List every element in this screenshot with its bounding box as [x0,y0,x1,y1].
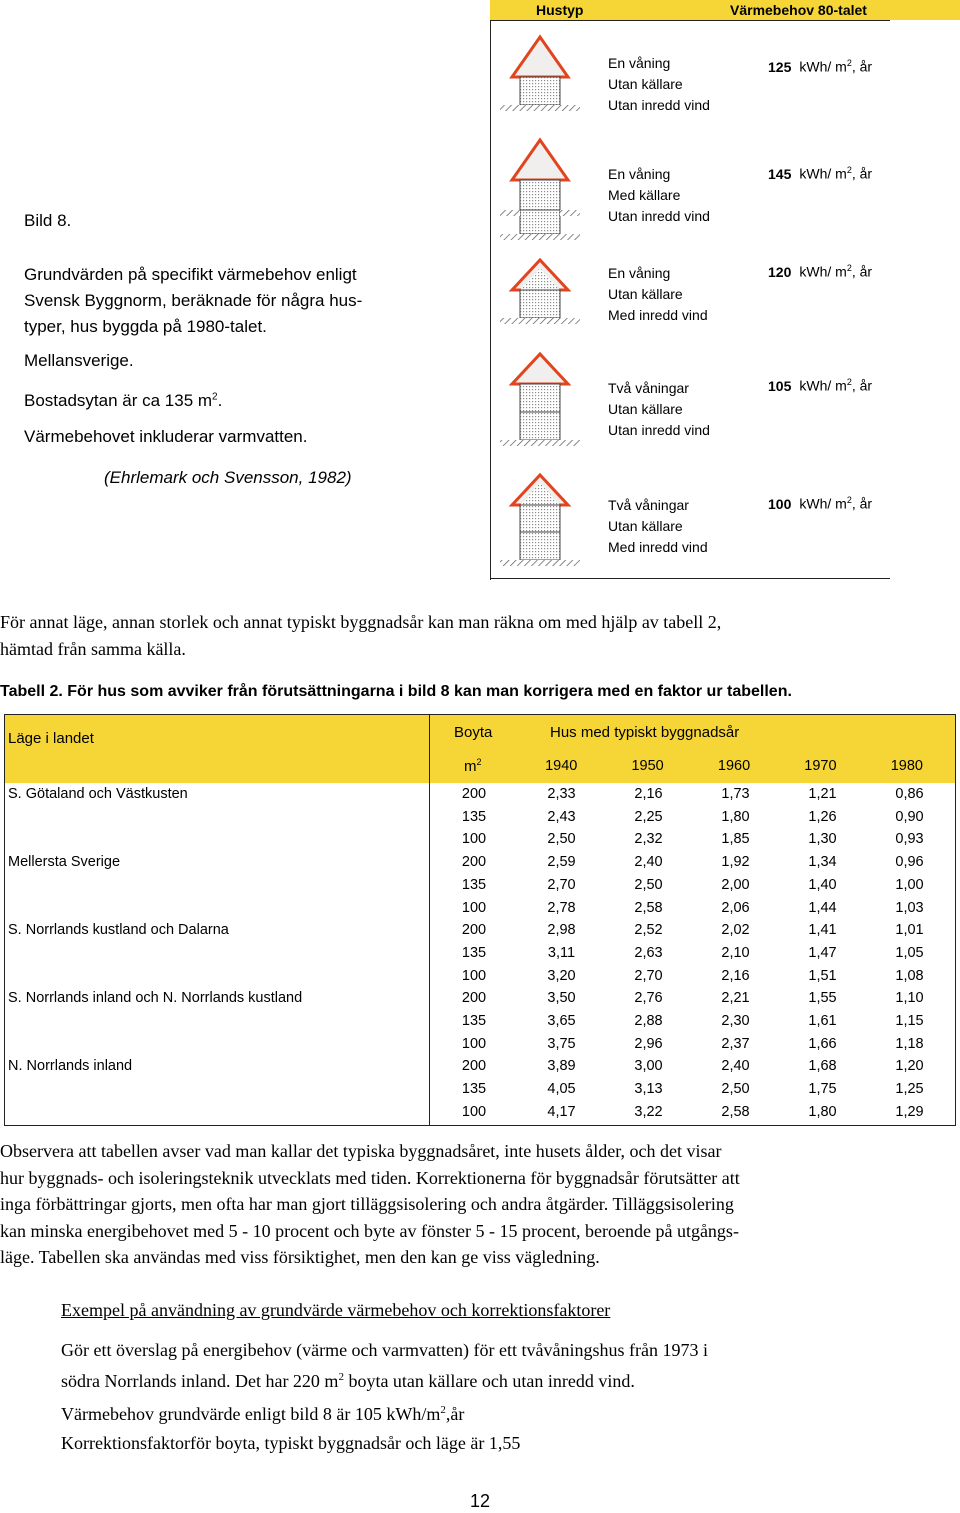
house-3-icon [500,260,580,324]
value-cell: 1,30 [808,831,837,848]
example-title: Exempel på användning av grundvärde värmebehov och korrektionsfaktorer [61,1300,611,1320]
value-cell: 1,92 [721,854,750,871]
value-cell: 1,61 [808,1013,837,1029]
value-cell: 1,80 [721,808,750,825]
table-title: Tabell 2. För hus som avviker från förutsättningarna i bild 8 kan man korrigera med en faktor ur tabellen. [0,683,792,700]
value-cell: 1,85 [721,831,750,848]
example-paragraph: Gör ett överslag på energibehov (värme och varmvatten) för ett tvåvåningshus från 1973 i södra Norrlands inland. Det har 220 $m^2$ boyta utan källare och utan inredd vind. [61,1340,708,1391]
table-row [4,828,956,851]
house-5-value: 100 kWh/ $m^2$, år [768,495,873,512]
region-name: Mellersta Sverige [8,854,121,871]
value-cell: 1,01 [895,922,924,939]
table-row [4,897,956,920]
value-cell: 1,20 [895,1058,924,1075]
value-cell: 3,89 [547,1058,576,1075]
area-cell: 200 [461,990,487,1007]
house-2-icon [500,140,580,240]
house-5-description: Två våningar Utan källare Med inredd vind [608,497,708,555]
source-citation: (Ehrlemark och Svensson, 1982) [104,468,352,487]
table-row [4,874,956,897]
table-row [4,1033,956,1056]
value-cell: 0,90 [895,808,924,825]
figure-description: Grundvärden på specifikt värmebehov enligt Svensk Byggnorm, beräknade för några hus- typer, hus byggda på 1980-talet. [24,265,363,336]
value-cell: 1,66 [808,1035,837,1052]
value-cell: 3,20 [547,967,576,984]
value-cell: 1,25 [895,1081,924,1098]
area-cell: 100 [461,1103,487,1120]
value-cell: 2,37 [721,1035,750,1052]
value-cell: 1,05 [895,944,924,961]
value-cell: 2,50 [721,1081,750,1098]
value-cell: 1,80 [808,1103,837,1120]
value-cell: 2,40 [634,854,663,871]
table-row [4,1055,956,1078]
region-text: Mellansverige. [24,351,134,370]
area-cell: 200 [461,1058,487,1075]
value-cell: 1,00 [895,876,924,893]
value-cell: 1,68 [808,1058,837,1075]
area-cell: 135 [461,944,487,961]
value-cell: 2,78 [547,899,576,916]
house-3-value: 120 kWh/ $m^2$, år [768,263,873,280]
value-cell: 3,11 [547,944,576,961]
includes-text: Värmebehovet inkluderar varmvatten. [24,427,308,446]
value-cell: 2,70 [547,876,576,893]
header-hustyp: Hustyp [536,2,584,18]
value-cell: 4,17 [547,1103,576,1120]
example-base-value: Värmebehov grundvärde enligt bild 8 är 105 kWh/$m^2,år$ [61,1404,465,1424]
region-name: N. Norrlands inland [8,1058,133,1075]
area-cell: 135 [461,1081,487,1098]
table-row [4,806,956,829]
area-cell: 100 [461,1035,487,1052]
year-header: 1980 [890,758,923,774]
area-cell: 100 [461,967,487,984]
value-cell: 2,40 [721,1058,750,1075]
area-text: Bostadsytan är ca 135 $m^2$. [24,391,223,410]
table-row [4,942,956,965]
value-cell: 3,50 [547,990,576,1007]
example-correction: Korrektionsfaktorför boyta, typiskt byggnadsår och läge är 1,55 [61,1433,521,1453]
value-cell: 2,21 [721,990,750,1007]
area-cell: 100 [461,899,487,916]
year-header: 1950 [631,758,664,774]
value-cell: 1,41 [808,922,837,939]
area-cell: 200 [461,922,487,939]
house-illustrations [490,20,620,580]
area-cell: 200 [461,854,487,871]
value-cell: 0,93 [895,831,924,848]
observe-paragraph: Observera att tabellen avser vad man kallar det typiska byggnadsåret, inte husets ålder, och det visar hur byggnads- och isoleringsteknik utvecklats med tiden. Korrektionerna för byggnadsår förutsätter att inga förbättringar gjorts, men ofta har man gjort tilläggsisolering och andra åtgärder. Tilläggsisolering kan minska energibehovet med 5 - 10 procent och byte av fönster 5 - 15 procent, beroende på utgångs- läge. Tabellen ska användas med viss försiktighet, men den kan ge viss vägledning. [0,1141,740,1267]
value-cell: 0,96 [895,854,924,871]
house-4-value: 105 kWh/ $m^2$, år [768,377,873,394]
table-header-region: Läge i landet [8,730,94,747]
table-row [4,1078,956,1101]
value-cell: 2,16 [634,786,663,802]
value-cell: 3,75 [547,1035,576,1052]
table-row [4,851,956,874]
value-cell: 2,50 [547,831,576,848]
value-cell: 1,29 [895,1103,924,1120]
value-cell: 2,59 [547,854,576,871]
value-cell: 1,08 [895,967,924,984]
table-header-area-unit: $m^2$ [464,757,482,775]
value-cell: 1,73 [721,786,750,802]
value-cell: 2,88 [634,1013,663,1029]
value-cell: 1,26 [808,808,837,825]
house-4-description: Två våningar Utan källare Utan inredd vind [608,380,710,438]
value-cell: 2,76 [634,990,663,1007]
value-cell: 1,34 [808,854,837,871]
table-header-area: Boyta [454,724,493,741]
year-header: 1970 [804,758,837,774]
house-1-description: En våning Utan källare Utan inredd vind [608,55,710,113]
value-cell: 1,44 [808,899,837,916]
value-cell: 2,98 [547,922,576,939]
house-2-value: 145 kWh/ $m^2$, år [768,165,873,182]
region-name: S. Norrlands inland och N. Norrlands kustland [8,990,303,1007]
area-cell: 135 [461,876,487,893]
intro-paragraph: För annat läge, annan storlek och annat typiskt byggnadsår kan man räkna om med hjälp av tabell 2, hämtad från samma källa. [0,612,722,659]
table-row [4,1101,956,1124]
value-cell: 2,10 [721,944,750,961]
value-cell: 4,05 [547,1081,576,1098]
region-name: S. Norrlands kustland och Dalarna [8,922,229,939]
value-cell: 3,13 [634,1081,663,1098]
value-cell: 1,55 [808,990,837,1007]
value-cell: 2,16 [721,967,750,984]
value-cell: 1,40 [808,876,837,893]
value-cell: 2,30 [721,1013,750,1029]
value-cell: 2,50 [634,876,663,893]
region-name: S. Götaland och Västkusten [8,786,188,802]
value-cell: 1,75 [808,1081,837,1098]
value-cell: 3,65 [547,1013,576,1029]
value-cell: 2,58 [634,899,663,916]
area-cell: 200 [461,786,487,802]
value-cell: 2,43 [547,808,576,825]
figure-label: Bild 8. [24,211,72,230]
value-cell: 2,52 [634,922,663,939]
value-cell: 2,25 [634,808,663,825]
value-cell: 1,03 [895,899,924,916]
value-cell: 1,51 [808,967,837,984]
value-cell: 1,10 [895,990,924,1007]
area-cell: 100 [461,831,487,848]
table-header-year: Hus med typiskt byggnadsår [550,724,740,741]
value-cell: 1,47 [808,944,837,961]
area-cell: 135 [461,1013,487,1029]
table-row [4,965,956,988]
value-cell: 0,86 [895,786,924,802]
house-2-description: En våning Med källare Utan inredd vind [608,166,710,224]
value-cell: 2,02 [721,922,750,939]
table-row [4,1010,956,1033]
table-year-headers [518,758,950,774]
value-cell: 2,70 [634,967,663,984]
house-1-icon [500,37,580,111]
table-row [4,783,956,806]
table-row [4,919,956,942]
value-cell: 1,21 [808,786,837,802]
house-5-icon [500,475,580,566]
value-cell: 1,18 [895,1035,924,1052]
value-cell: 3,00 [634,1058,663,1075]
value-cell: 3,22 [634,1103,663,1120]
area-cell: 135 [461,808,487,825]
value-cell: 2,33 [547,786,576,802]
header-varmebehov: Värmebehov 80-talet [730,2,867,18]
value-cell: 2,63 [634,944,663,961]
value-cell: 2,58 [721,1103,750,1120]
year-header: 1940 [545,758,578,774]
value-cell: 2,06 [721,899,750,916]
house-1-value: 125 kWh/ $m^2$, år [768,58,873,75]
house-4-icon [500,354,580,446]
value-cell: 2,96 [634,1035,663,1052]
value-cell: 2,00 [721,876,750,893]
page-number: 12 [470,1491,491,1511]
value-cell: 2,32 [634,831,663,848]
table-row [4,987,956,1010]
house-3-description: En våning Utan källare Med inredd vind [608,265,708,323]
year-header: 1960 [717,758,751,774]
value-cell: 1,15 [895,1013,924,1029]
